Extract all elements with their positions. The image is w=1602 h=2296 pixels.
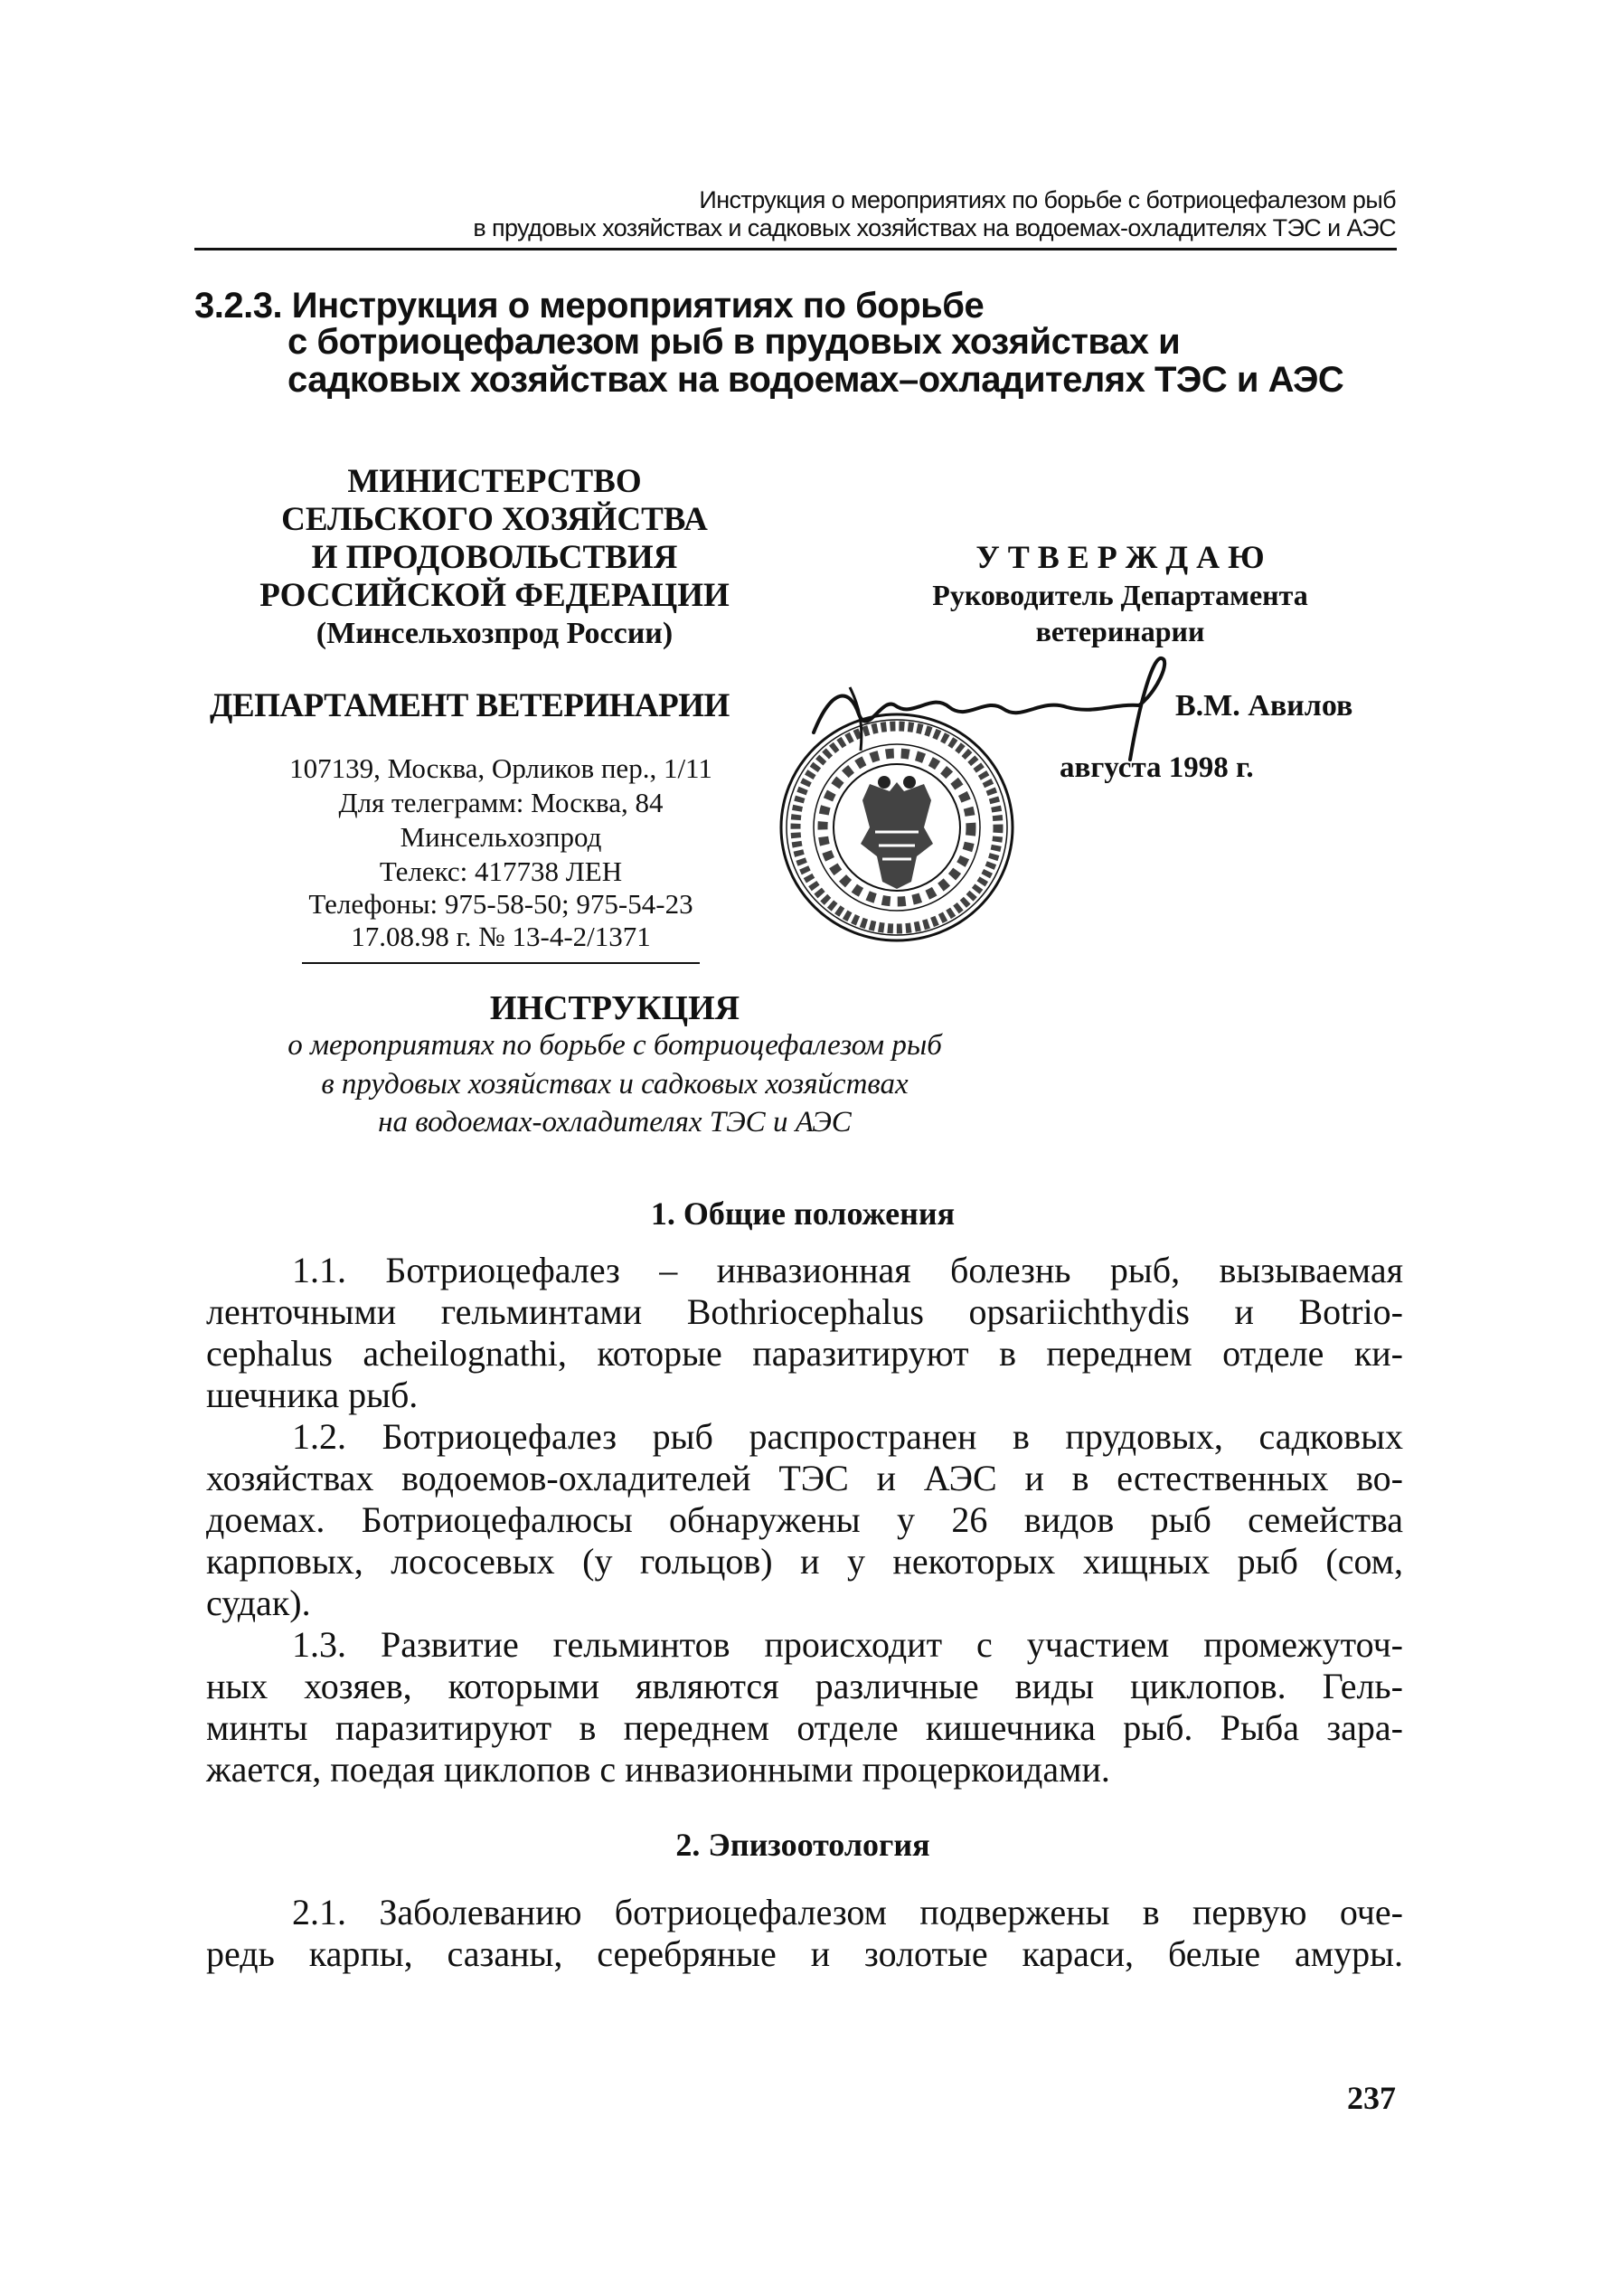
department-name: ДЕПАРТАМЕНТ ВЕТЕРИНАРИИ [210,687,730,724]
document-title: ИНСТРУКЦИЯ [489,989,740,1027]
page-number: 237 [1347,2080,1396,2116]
document-subtitle-line: в прудовых хозяйствах и садковых хозяйствах [321,1068,909,1101]
section-heading-epizootology: 2. Эпизоотология [675,1827,930,1863]
ministry-line: И ПРОДОВОЛЬСТВИЯ [311,539,678,576]
telegram-line: Для телеграмм: Москва, 84 [338,787,664,818]
ministry-line: РОССИЙСКОЙ ФЕДЕРАЦИИ [259,577,730,614]
approval-position-2: ветеринарии [1035,615,1205,647]
text-line: редь карпы, сазаны, серебряные и золотые караси, белые амуры. [206,1933,1403,1974]
section-title-line-3: садковых хозяйствах на водоемах–охладителях ТЭС и АЭС [287,360,1344,400]
address-line: 107139, Москва, Орликов пер., 1/11 [289,752,712,784]
text-line: карповых, лососевых (у гольцов) и у некоторых хищных рыб (сом, [206,1541,1403,1582]
handwritten-signature [796,651,1175,769]
telegram-name: Минсельхозпрод [400,821,602,853]
letterhead-rule [302,962,700,964]
approval-heading: У Т В Е Р Ж Д А Ю [975,539,1265,575]
document-subtitle-line: на водоемах-охладителях ТЭС и АЭС [378,1106,852,1139]
section-heading-general: 1. Общие положения [650,1195,956,1232]
ministry-abbrev: (Минсельхозпрод России) [316,617,674,650]
section-title-line-1: 3.2.3. Инструкция о мероприятиях по борьбе [194,286,985,326]
text-line: жается, поедая циклопов с инвазионными процеркоидами. [206,1749,1110,1790]
text-line: cephalus acheilognathi, которые паразитируют в переднем отделе ки- [206,1333,1403,1374]
running-header-line-1: Инструкция о мероприятиях по борьбе с ботриоцефалезом рыб [699,186,1396,213]
ministry-line: СЕЛЬСКОГО ХОЗЯЙСТВА [281,501,708,538]
approval-position-1: Руководитель Департамента [932,579,1308,611]
text-line: шечника рыб. [206,1375,419,1415]
text-line: ных хозяев, которыми являются различные виды циклопов. Гель- [206,1666,1403,1706]
signatory-name: В.М. Авилов [1175,689,1353,723]
telex-line: Телекс: 417738 ЛЕН [379,855,623,887]
text-line: ленточными гельминтами Bothriocephalus opsariichthydis и Botrio- [206,1291,1403,1332]
running-header-line-2: в прудовых хозяйствах и садковых хозяйствах на водоемах-охладителях ТЭС и АЭС [473,214,1396,241]
text-line: хозяйствах водоемов-охладителей ТЭС и АЭС и в естественных во- [206,1458,1403,1498]
text-line: доемах. Ботриоцефалюсы обнаружены у 26 видов рыб семейства [206,1499,1403,1540]
section-title-line-2: с ботриоцефалезом рыб в прудовых хозяйствах и [287,322,1181,362]
text-line: 1.3. Развитие гельминтов происходит с участием промежуточ- [292,1624,1403,1665]
approval-date: августа 1998 г. [1060,751,1254,784]
header-rule [194,248,1397,250]
ministry-line: МИНИСТЕРСТВО [347,463,642,500]
document-subtitle-line: о мероприятиях по борьбе с ботриоцефалезом рыб [287,1029,942,1062]
text-line: судак). [206,1583,311,1623]
outgoing-number: 17.08.98 г. № 13-4-2/1371 [351,921,651,952]
phones-line: Телефоны: 975-58-50; 975-54-23 [308,888,693,920]
text-line: 1.2. Ботриоцефалез рыб распространен в прудовых, садковых [292,1416,1403,1457]
text-line: минты паразитируют в переднем отделе кишечника рыб. Рыба зара- [206,1707,1403,1748]
eagle-emblem-icon [861,776,933,889]
text-line: 2.1. Заболеванию ботриоцефалезом подвержены в первую оче- [292,1892,1403,1932]
text-line: 1.1. Ботриоцефалез – инвазионная болезнь рыб, вызываемая [292,1250,1403,1290]
